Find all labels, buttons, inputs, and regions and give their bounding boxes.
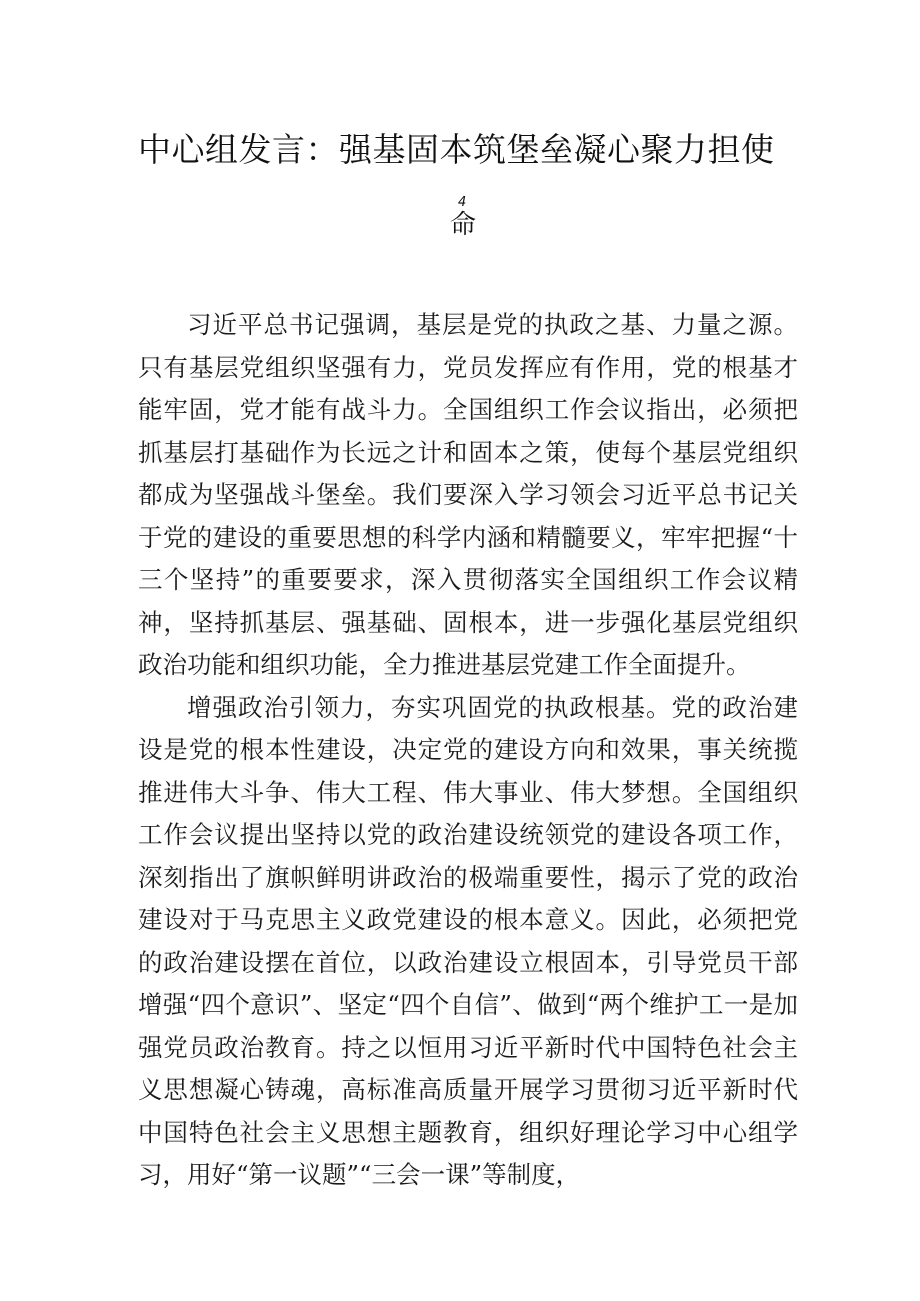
paragraph-2: 增强政治引领力，夯实巩固党的执政根基。党的政治建设是党的根本性建设，决定党的建设方向和效果，事关统揽推进伟大斗争、伟大工程、伟大事业、伟大梦想。全国组织工作会议提出坚持以党的政治建设统领党的建设各项工作，深刻指出了旗帜鲜明讲政治的极端重要性，揭示了党的政治建设对于马克思主义政党建设的根本意义。因此，必须把党的政治建设摆在首位，以政治建设立根固本，引导党员干部增强“四个意识”、坚定“四个自信”、做到“两个维护工一是加强党员政治教育。持之以恒用习近平新时代中国特色社会主义思想凝心铸魂，高标准高质量开展学习贯彻习近平新时代中国特色社会主义思想主题教育，组织好理论学习中心组学习，用好“第一议题”“三会一课”等制度， [138,692,798,1189]
document-title: 中心组发言：强基固本筑堡垒凝心聚力担使 [138,130,775,169]
paragraph-1: 习近平总书记强调，基层是党的执政之基、力量之源。只有基层党组织坚强有力，党员发挥应有作用，党的根基才能牢固，党才能有战斗力。全国组织工作会议指出，必须把抓基层打基础作为长远之计和固本之策，使每个基层党组织都成为坚强战斗堡垒。我们要深入学习领会习近平总书记关于党的建设的重要思想的科学内涵和精髓要义，牢牢把握“十三个坚持”的重要要求，深入贯彻落实全国组织工作会议精神，坚持抓基层、强基础、固根本，进一步强化基层党组织政治功能和组织功能，全力推进基层党建工作全面提升。 [138,310,798,679]
title-continuation [436,196,496,246]
title-tail-mark: 4 [458,195,467,210]
document-body [138,304,798,1197]
title-tail-char: 命 [450,210,477,240]
